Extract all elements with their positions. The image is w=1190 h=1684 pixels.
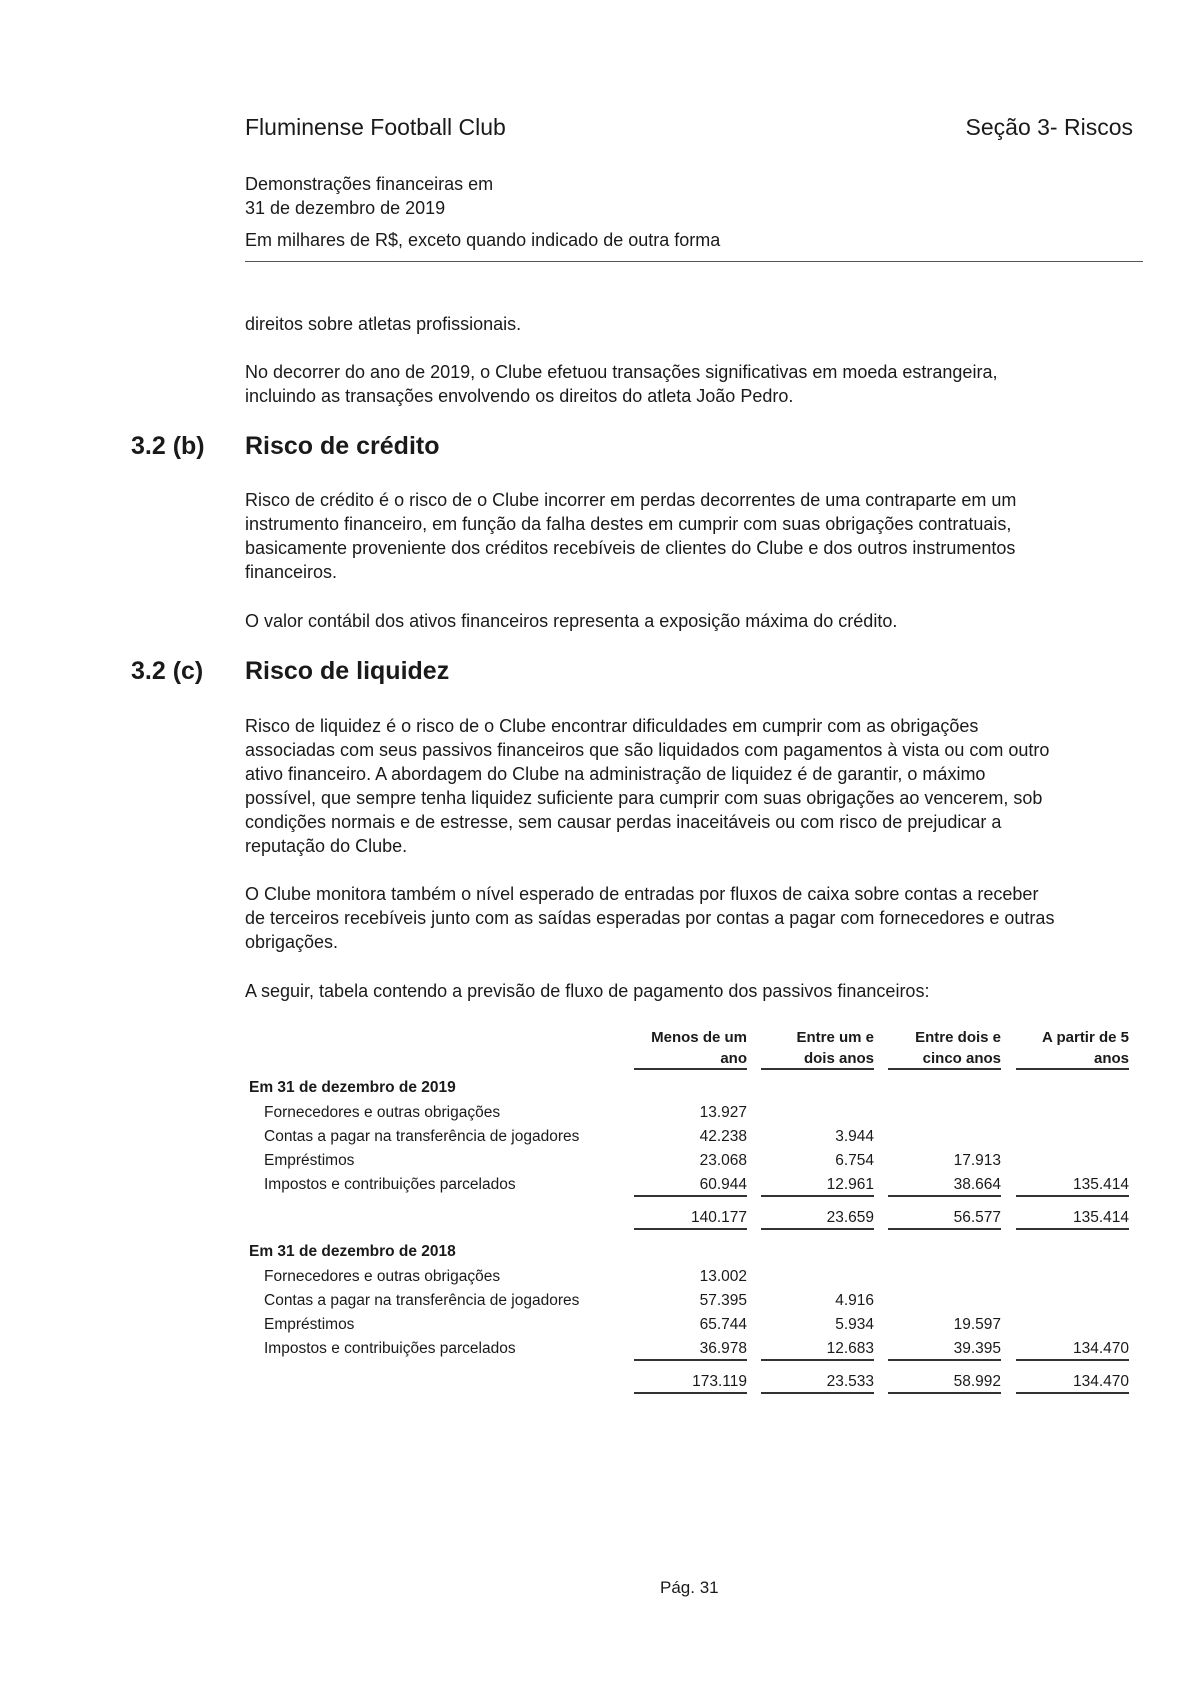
- section-c-paragraph-1-line-4: possível, que sempre tenha liquidez suficiente para cumprir com suas obrigações ao vencerem, sob: [245, 788, 1043, 808]
- section-c-paragraph-2-line-3: obrigações.: [245, 932, 339, 952]
- table-row-label: Impostos e contribuições parcelados: [264, 1176, 516, 1193]
- table-total: 173.119: [692, 1373, 747, 1390]
- table-cell: 42.238: [699, 1128, 747, 1145]
- total-rule: [634, 1392, 747, 1394]
- table-total: 23.659: [826, 1209, 874, 1226]
- table-row-label: Empréstimos: [264, 1316, 355, 1333]
- table-cell: 23.068: [699, 1152, 747, 1169]
- table-cell: 5.934: [835, 1316, 874, 1333]
- document-title: Fluminense Football Club: [245, 114, 506, 140]
- section-c-paragraph-1-line-5: condições normais e de estresse, sem causar perdas inaceitáveis ou com risco de prejudicar a: [245, 812, 1002, 832]
- subtotal-rule: [888, 1195, 1001, 1197]
- column-header-line: Entre dois e: [915, 1029, 1001, 1046]
- intro-paragraph-2-line-2: incluindo as transações envolvendo os direitos do atleta João Pedro.: [245, 386, 794, 406]
- total-rule: [761, 1228, 874, 1230]
- table-row-label: Contas a pagar na transferência de jogadores: [264, 1128, 580, 1145]
- column-header-line: dois anos: [803, 1050, 874, 1067]
- column-header-over-five-years: [1016, 1027, 1129, 1069]
- section-c-number: 3.2 (c): [131, 657, 204, 685]
- table-cell: 39.395: [953, 1340, 1001, 1357]
- section-c-paragraph-2-line-2: de terceiros recebíveis junto com as saídas esperadas por contas a pagar com fornecedores e outras: [245, 908, 1055, 928]
- section-label: Seção 3- Riscos: [965, 114, 1133, 140]
- table-total: 23.533: [826, 1373, 874, 1390]
- section-b-paragraph-1-line-1: Risco de crédito é o risco de o Clube incorrer em perdas decorrentes de uma contraparte em um: [245, 490, 1017, 510]
- table-cell: 57.395: [699, 1292, 747, 1309]
- table-cell: 4.916: [835, 1292, 874, 1309]
- subtotal-rule: [761, 1359, 874, 1361]
- table-group-label-2019: Em 31 de dezembro de 2019: [249, 1079, 456, 1096]
- table-cell: 12.961: [826, 1176, 874, 1193]
- table-cell: 38.664: [953, 1176, 1001, 1193]
- table-total: 140.177: [690, 1209, 747, 1226]
- column-header-underline: [1016, 1068, 1129, 1070]
- table-total: 58.992: [953, 1373, 1001, 1390]
- table-total: 56.577: [953, 1209, 1001, 1226]
- column-header-line: cinco anos: [922, 1050, 1001, 1067]
- table-row-label: Fornecedores e outras obrigações: [264, 1268, 501, 1285]
- column-header-line: A partir de 5: [1042, 1029, 1129, 1046]
- subtotal-rule: [888, 1359, 1001, 1361]
- column-header-one-to-two-years: [761, 1027, 874, 1069]
- header-divider: [245, 261, 1143, 262]
- subtotal-rule: [1016, 1359, 1129, 1361]
- table-cell: 135.414: [1072, 1176, 1129, 1193]
- column-header-underline: [634, 1068, 747, 1070]
- section-c-paragraph-1-line-6: reputação do Clube.: [245, 836, 408, 856]
- table-cell: 36.978: [699, 1340, 747, 1357]
- total-rule: [888, 1228, 1001, 1230]
- column-header-less-than-one-year: [634, 1027, 747, 1069]
- column-header-underline: [761, 1068, 874, 1070]
- section-b-heading: Risco de crédito: [245, 432, 440, 460]
- column-header-line: anos: [1093, 1050, 1129, 1067]
- section-c-paragraph-1-line-1: Risco de liquidez é o risco de o Clube encontrar dificuldades em cumprir com as obrigações: [245, 716, 979, 736]
- total-rule: [1016, 1392, 1129, 1394]
- subtotal-rule: [634, 1359, 747, 1361]
- total-rule: [761, 1392, 874, 1394]
- section-c-paragraph-3: A seguir, tabela contendo a previsão de fluxo de pagamento dos passivos financeiros:: [245, 981, 930, 1001]
- section-b-paragraph-1-line-3: basicamente proveniente dos créditos recebíveis de clientes do Clube e dos outros instrumentos: [245, 538, 1016, 558]
- section-b-paragraph-2: O valor contábil dos ativos financeiros representa a exposição máxima do crédito.: [245, 611, 898, 631]
- total-rule: [1016, 1228, 1129, 1230]
- table-row-label: Contas a pagar na transferência de jogadores: [264, 1292, 580, 1309]
- subtitle-line-3: Em milhares de R$, exceto quando indicado de outra forma: [245, 230, 721, 250]
- subtitle-line-1: Demonstrações financeiras em: [245, 174, 494, 194]
- table-row-label: Fornecedores e outras obrigações: [264, 1104, 501, 1121]
- page-number: Pág. 31: [660, 1578, 719, 1597]
- table-cell: 3.944: [835, 1128, 874, 1145]
- column-header-underline: [888, 1068, 1001, 1070]
- section-c-paragraph-2-line-1: O Clube monitora também o nível esperado de entradas por fluxos de caixa sobre contas a receber: [245, 884, 1039, 904]
- column-header-line: Entre um e: [796, 1029, 874, 1046]
- total-rule: [888, 1392, 1001, 1394]
- section-b-paragraph-1-line-2: instrumento financeiro, em função da falha destes em cumprir com suas obrigações contratuais,: [245, 514, 1012, 534]
- section-b-number: 3.2 (b): [131, 432, 205, 460]
- column-header-two-to-five-years: [888, 1027, 1001, 1069]
- table-total: 134.470: [1072, 1373, 1129, 1390]
- table-cell: 13.927: [699, 1104, 747, 1121]
- table-cell: 19.597: [953, 1316, 1001, 1333]
- section-c-paragraph-1-line-2: associadas com seus passivos financeiros que são liquidados com pagamentos à vista ou com outro: [245, 740, 1050, 760]
- intro-paragraph-2-line-1: No decorrer do ano de 2019, o Clube efetuou transações significativas em moeda estrangeira,: [245, 362, 998, 382]
- table-cell: 134.470: [1072, 1340, 1129, 1357]
- table-row-label: Empréstimos: [264, 1152, 355, 1169]
- subtitle-line-2: 31 de dezembro de 2019: [245, 198, 446, 218]
- table-cell: 17.913: [953, 1152, 1001, 1169]
- table-group-label-2018: Em 31 de dezembro de 2018: [249, 1243, 456, 1260]
- section-c-heading: Risco de liquidez: [245, 657, 450, 685]
- intro-paragraph-1: direitos sobre atletas profissionais.: [245, 314, 522, 334]
- subtotal-rule: [1016, 1195, 1129, 1197]
- table-cell: 13.002: [699, 1268, 747, 1285]
- table-cell: 60.944: [699, 1176, 747, 1193]
- section-b-paragraph-1-line-4: financeiros.: [245, 562, 338, 582]
- table-row-label: Impostos e contribuições parcelados: [264, 1340, 516, 1357]
- subtotal-rule: [761, 1195, 874, 1197]
- table-cell: 6.754: [835, 1152, 874, 1169]
- table-cell: 65.744: [699, 1316, 747, 1333]
- section-c-paragraph-1-line-3: ativo financeiro. A abordagem do Clube na administração de liquidez é de garantir, o máximo: [245, 764, 986, 784]
- table-total: 135.414: [1072, 1209, 1129, 1226]
- total-rule: [634, 1228, 747, 1230]
- column-header-line: ano: [720, 1050, 747, 1067]
- subtotal-rule: [634, 1195, 747, 1197]
- column-header-line: Menos de um: [651, 1029, 747, 1046]
- table-cell: 12.683: [826, 1340, 874, 1357]
